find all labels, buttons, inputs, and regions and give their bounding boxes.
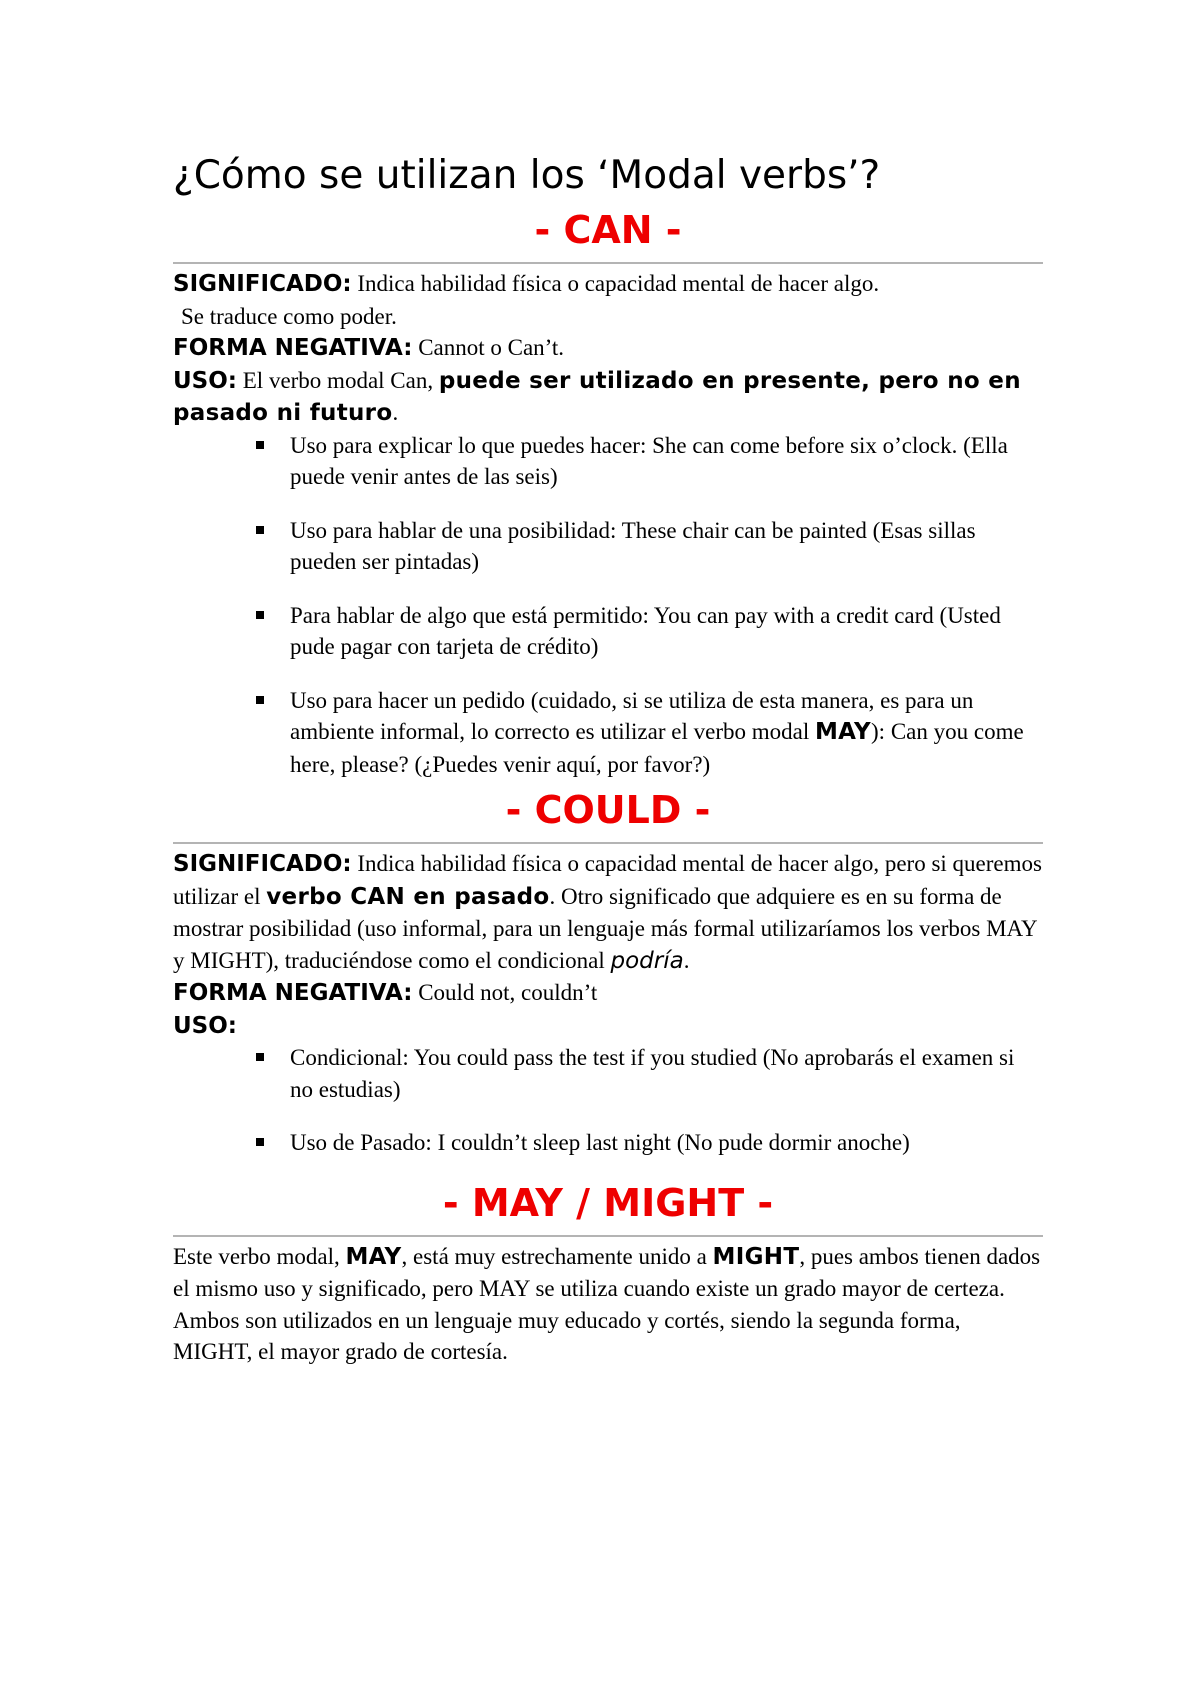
list-item	[290, 1127, 1043, 1159]
divider	[173, 262, 1043, 264]
may-paragraph-1	[173, 1241, 1043, 1305]
can-forma-negativa	[173, 332, 1043, 365]
list-item-text-end: ): Can you come here, please? (¿Puedes venir aquí, por favor?)	[290, 719, 1024, 777]
label-uso: USO:	[173, 367, 237, 394]
significado-text-2: . Otro significado que adquiere es en su forma de mostrar posibilidad (uso informal, para un lenguaje más formal utilizaríamos los verbos MAY y MIGHT), traduciéndose como el condicional	[173, 883, 1037, 973]
significado-end: .	[683, 947, 690, 973]
heading-could: - COULD -	[505, 788, 711, 832]
section-may-might	[173, 1179, 1043, 1368]
forma-negativa-text: Could not, couldn’t	[412, 980, 598, 1005]
list-item	[290, 685, 1043, 781]
can-significado	[173, 268, 1043, 301]
uso-text: El verbo modal Can,	[237, 367, 439, 393]
bullet-square-icon	[256, 526, 264, 534]
paragraph-text: Este verbo modal,	[173, 1243, 346, 1269]
can-bullet-list	[173, 430, 1043, 781]
section-can	[173, 206, 1043, 780]
label-significado: SIGNIFICADO:	[173, 851, 352, 877]
list-item-text: Uso para hablar de una posibilidad: These chair can be painted (Esas sillas pueden ser pintadas)	[290, 517, 976, 574]
can-significado-2: Se traduce como poder.	[181, 303, 397, 329]
label-forma-negativa: FORMA NEGATIVA:	[173, 335, 413, 361]
bullet-square-icon	[256, 696, 264, 704]
list-item-emphasis: MAY	[814, 719, 872, 745]
list-item-text: Para hablar de algo que está permitido: You can pay with a credit card (Usted pude pagar con tarjeta de crédito)	[290, 602, 1001, 659]
significado-italic: podría	[610, 947, 684, 974]
significado-emphasis: verbo CAN en pasado	[266, 883, 550, 910]
may-paragraph-2: Ambos son utilizados en un lenguaje muy educado y cortés, siendo la segunda forma, MIGHT, el mayor grado de cortesía.	[173, 1307, 961, 1364]
paragraph-text-3: , pues ambos tienen dados el mismo uso y significado, pero MAY se utiliza cuando existe un grado mayor de certeza.	[173, 1243, 1041, 1301]
forma-negativa-text: Cannot o Can’t.	[412, 335, 565, 360]
heading-can: - CAN -	[534, 208, 682, 252]
bullet-square-icon	[256, 1053, 264, 1061]
bullet-square-icon	[256, 441, 264, 449]
divider	[173, 842, 1043, 844]
significado-text: Indica habilidad física o capacidad mental de hacer algo.	[351, 271, 880, 296]
list-item-text: Condicional: You could pass the test if you studied (No aprobarás el examen si no estudias)	[290, 1045, 1015, 1102]
list-item-text: Uso para hacer un pedido (cuidado, si se utiliza de esta manera, es para un ambiente informal, lo correcto es utilizar el verbo modal	[290, 687, 974, 744]
heading-may-might: - MAY / MIGHT -	[442, 1180, 774, 1225]
list-item	[290, 430, 1043, 493]
divider	[173, 1235, 1043, 1237]
list-item	[290, 1042, 1043, 1105]
list-item	[290, 600, 1043, 663]
document-body	[173, 150, 1043, 1368]
emphasis-might: MIGHT	[712, 1243, 800, 1270]
label-forma-negativa: FORMA NEGATIVA:	[173, 980, 413, 1006]
list-item-text: Uso de Pasado: I couldn’t sleep last night (No pude dormir anoche)	[290, 1130, 910, 1155]
could-uso	[173, 1010, 1043, 1043]
can-uso	[173, 365, 1043, 430]
list-item	[290, 515, 1043, 578]
page-title: ¿Cómo se utilizan los ‘Modal verbs’?	[173, 153, 881, 198]
bullet-square-icon	[256, 611, 264, 619]
could-forma-negativa	[173, 977, 1043, 1010]
could-bullet-list	[173, 1042, 1043, 1159]
could-significado	[173, 848, 1043, 977]
list-item-text: Uso para explicar lo que puedes hacer: She can come before six o’clock. (Ella puede venir antes de las seis)	[290, 432, 1008, 489]
bullet-square-icon	[256, 1138, 264, 1146]
uso-emphasis: puede ser utilizado en presente, pero no en pasado ni futuro	[173, 367, 1021, 426]
label-significado: SIGNIFICADO:	[173, 271, 352, 297]
emphasis-may: MAY	[345, 1243, 402, 1270]
section-could	[173, 786, 1043, 1159]
significado-text: Indica habilidad física o capacidad mental de hacer algo, pero si queremos utilizar el	[173, 851, 1042, 909]
paragraph-text-2: , está muy estrechamente unido a	[401, 1243, 713, 1269]
label-uso: USO:	[173, 1012, 237, 1039]
uso-end: .	[392, 400, 399, 425]
